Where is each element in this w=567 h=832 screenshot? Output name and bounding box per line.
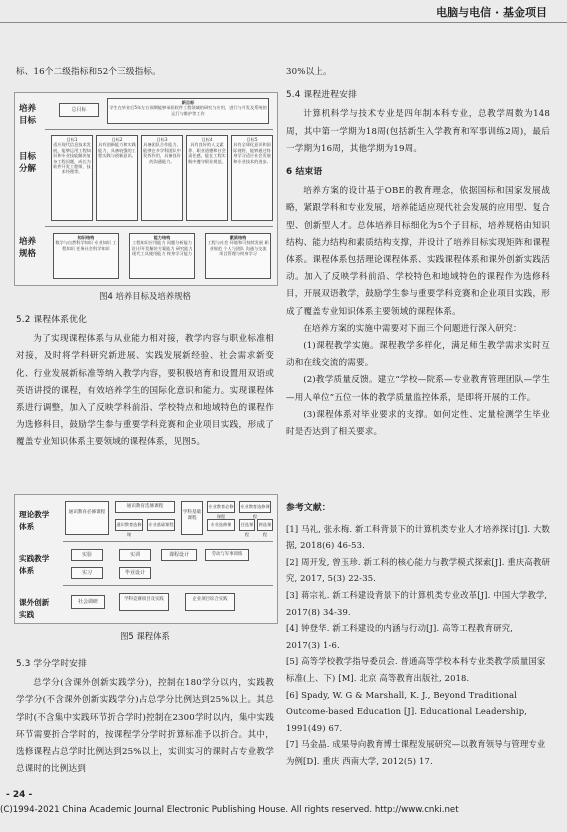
fig5-theory-box: 通识教育选修课程 [115,501,175,513]
fig4-target-box [231,135,273,221]
fig5-practice-box: 实验 [71,549,103,561]
fig4-divider [45,226,273,227]
fig4-target-box [141,135,183,221]
paragraph: 培养方案的设计基于OBE的教育理念，依据国标和国家发展战略，紧跟学科和专业发展，培养能适应现代社会发展的应用型、复合型、创新型人才。总体培养目标细化为5个子目标，培养规格由知识结构、能力结构和素质结构支撑，并设计了培养目标实现矩阵和课程体系。课程体系包括理论课程体系、实践课程体系和课外创新实践活动。加入了反映学科前沿、学校特色和地域特色的课程作为选修科目，开展双语教学，鼓励学生参与重要学科竞赛和企业项目实践，形成了覆盖专业知识体系主要领域的课程体系。 [286,186,550,317]
figure-5 [14,494,278,624]
fig5-divider [63,541,273,542]
target-text: 适应现代信息技术发展，能够运用工程知识和专业技能解决复杂工程问题，成长为软件开发工程师，技术经理等。 [53,142,91,175]
spec-text: 工程知识应用能力 问题分析能力 设计/开发解决方案能力 研究能力 现代工具使用能力 终身学习能力 [131,240,193,257]
page-number: - 24 - [6,790,33,800]
target-text: 具有全球化意识和国际视野，能够通过终身学习适应社会发展和专业技术的进步。 [233,142,271,164]
paragraph: (2)教学质量反馈。建立“学校—院系—专业教育管理团队—学生—用人单位”五位一体的教学质量监控体系，是即将开展的工作。 [286,375,550,403]
fig5-practice-box: 劳动与军事训练 [205,549,249,561]
reference-item: [7] 马金晶. 成果导向教育博士课程发展研究—以教育领导与管理专业为例[D]. 重庆 西南大学, 2012(5) 17. [286,739,546,766]
figure-5-caption: 图5 课程体系 [120,631,170,641]
spec-text: 工程与社会 环境和可持续发展 职业规范 个人与团队 沟通与交流 项目管理与终身学习 [207,240,269,257]
spec-title: 知识结构 [77,235,95,240]
section-heading: 6 结束语 [286,167,323,178]
section-5-2 [16,306,274,452]
paragraph: (1)课程教学实施。课程教学多样化，满足师生教学需求实时互动和在线交流的需要。 [286,341,550,369]
fig4-target-box [51,135,93,221]
fig4-row-label-spec: 培养 规格 [19,237,37,259]
section-5-3 [16,650,274,778]
fig4-target-box [186,135,228,221]
intro-line: 标、16个二级指标和52个三级指标。 [16,67,161,77]
reference-item: [1] 马礼, 张永梅. 新工科背景下的计算机类专业人才培养探讨[J]. 大数据, 2018(6) 46-53. [286,523,550,551]
fig5-row-label-practice: 实践教学 体系 [19,554,50,575]
spec-text: 数学与自然科学知识 专业知识 工程知识 任务社会科学知识 [55,240,117,251]
continuation-line: 30%以上。 [286,67,332,77]
paragraph: 计算机科学与技术专业是四年制本科专业，总教学周数为148周，其中第一学期为18周(包括新生入学教育和军事训练2周)，最后一学期为16周，其他学期为19周。 [286,109,550,154]
fig5-innovation-box: 学科竞赛项目及实践 [119,593,169,611]
reference-item: [4] 钟登华. 新工科建设的内涵与行动[J]. 高等工程教育研究, 2017(3) 1-6. [286,623,514,650]
target-text: 具有创新能力和实践能力，具备较强的工程实践与创新意识。 [98,142,136,159]
fig5-theory-box: 跨选课程 [257,519,273,531]
figure-4 [14,92,278,286]
paragraph: 在培养方案的实施中需要对下面三个问题进行深入研究： [303,323,522,334]
fig4-spec-box [53,233,119,279]
section-heading: 5.4 课程进程安排 [286,90,358,101]
journal-title: 电脑与电信 · 基金项目 [436,6,547,19]
section-heading: 5.3 学分学时安排 [16,659,88,669]
fig4-row-label-goal: 培养 目标 [19,104,37,126]
fig5-practice-box: 实训 [119,549,151,561]
fig5-theory-box: 专业选修课 [207,519,235,531]
fig4-goal-title: 新目标 [181,100,195,105]
target-title: 目标3 [156,137,168,142]
fig5-practice-box: 课程设计 [161,549,197,561]
target-title: 目标2 [111,137,123,142]
spec-title: 能力结构 [153,235,171,240]
running-header [0,0,567,23]
fig5-innovation-box: 社会调研 [71,595,105,609]
references-heading: 参考文献： [286,503,331,513]
spec-title: 素质结构 [229,235,247,240]
reference-item: [6] Spady, W. G & Marshall, K. J., Beyond Traditional Outcome-based Education [J]. Educational Leadership, 1991(49) 67. [286,689,528,733]
section-heading: 5.2 课程体系优化 [16,315,88,325]
fig5-theory-box: 专业基础课程 [147,519,175,531]
target-text: 具有良好的人文素养、职业道德和社会责任感，能在工程实践中遵守职业规范。 [188,142,226,164]
fig5-row-label-innovation: 课外创新 实践 [19,598,50,619]
fig4-spec-box [129,233,195,279]
fig5-practice-box: 实习 [71,567,103,579]
fig4-goal-left-box: 总目标 [59,103,99,117]
references [286,494,550,770]
target-title: 目标4 [201,137,213,142]
left-intro [16,64,274,81]
paragraph: (3)课程体系对毕业要求的支撑。如何定性、定量检测学生毕业时是否达到了相关要求。 [286,409,550,438]
fig5-theory-box: 通识教育选修课 [115,519,143,531]
fig5-theory-box: 通识教育必修课程 [65,501,109,535]
paragraph: 为了实现课程体系与从业能力相对接，教学内容与职业标准相对接，及时将学科研究新进展、实践发展新经验、社会需求新变化、行业发展新标准等纳入教学内容，要积极培育和设置用双语或英语讲授的课程，有效培养学生的国际化意识和能力。实现课程体系进行调整，加入了反映学科前沿、学校特点和地域特色的课程作为选修科目，鼓励学生参与重要学科竞赛和企业项目实践，形成了覆盖专业知识体系主要领域的课程体系，见图5。 [16,334,274,448]
fig5-theory-box: 专业教育必修课程 [207,501,235,513]
fig4-goal-box [107,98,269,124]
reference-item: [2] 周开发, 曾玉珍. 新工科的核心能力与教学模式探索[J]. 重庆高教研究, 2017, 5(3) 22-35. [286,556,550,584]
fig5-theory-box: 学科基础课程 [181,501,203,535]
fig4-target-box [96,135,138,221]
paragraph: 总学分(含课外创新实践学分)，控制在180学分以内，实践教学学分(不含课外创新实践学分)占总学分比例达到25%以上。其总学时(不含集中实践环节折合学时)控制在2300学时以内，集中实践环节需要折合学时的，按课程学分学时折算标准予以折合。其中，选修课程占总学时比例达到25%以上，实训实习的课时占专业教学总课时的比例达到 [16,678,274,775]
fig4-divider [45,129,273,130]
fig5-divider [63,585,273,586]
fig5-theory-box: 专业教育选修课程 [239,501,271,513]
target-text: 具备团队合作能力，能够在多学科团队中发挥作用，具备良好的沟通能力。 [143,142,181,164]
target-title: 目标1 [66,137,78,142]
reference-item: [3] 蒋宗礼. 新工科建设背景下的计算机类专业改革[J]. 中国大学教学, 2017(8) 34-39. [286,589,548,617]
fig4-spec-box [205,233,271,279]
fig4-goal-text: 学生在毕业后5年左右预期能够承担软件工程领域的研究与应用，进行与开发及系统的运行与维护等工作 [109,105,267,116]
reference-item: [5] 高等学校教学指导委员会. 普通高等学校本科专业类教学质量国家标准(上、下) [M]. 北京 高等教育出版社, 2018. [286,656,546,683]
fig5-practice-box: 毕业设计 [119,567,151,579]
fig5-row-label-theory: 理论教学 体系 [19,510,50,531]
figure-4-caption: 图4 培养目标及培养规格 [99,291,191,301]
target-title: 目标5 [246,137,258,142]
copyright-footer: (C)1994-2021 China Academic Journal Electronic Publishing House. All rights reserved. http://www.cnki.net [0,805,459,815]
fig5-innovation-box: 企业项目综合实践 [185,593,235,611]
right-column [286,64,550,441]
fig5-theory-box: 任选课程 [239,519,255,531]
fig4-row-label-decompose: 目标 分解 [19,152,37,174]
